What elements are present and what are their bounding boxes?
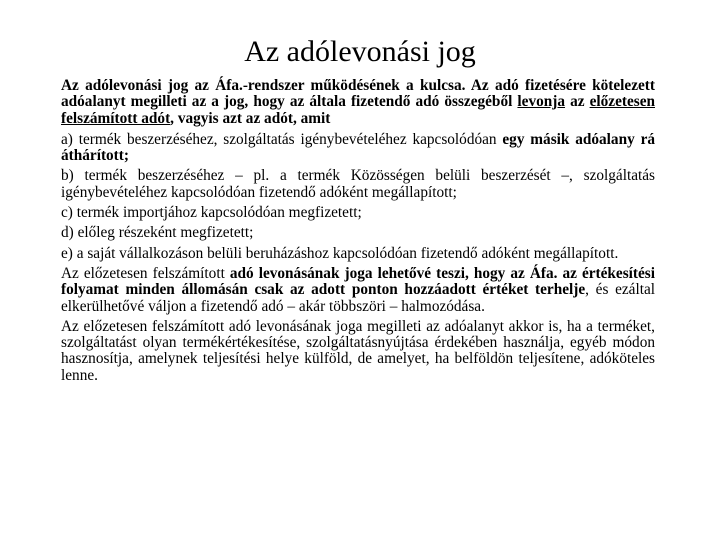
text-run: , vagyis azt az adót, amit	[170, 109, 331, 127]
text-run: a) termék beszerzéséhez, szolgáltatás igénybevételéhez kapcsolódóan	[61, 130, 503, 148]
text-run: egy másik adóalany rá áthárított;	[61, 130, 656, 165]
list-item-b	[61, 168, 655, 201]
list-item-c	[61, 205, 655, 221]
intro-paragraph	[61, 78, 655, 127]
list-item-e	[61, 246, 655, 262]
text-run: Az előzetesen felszámított	[61, 264, 230, 282]
text-run: e) a saját vállalkozáson belüli beruházáshoz kapcsolódóan fizetendő adóként megállapított.	[61, 244, 619, 262]
text-run: c) termék importjához kapcsolódóan megfizetett;	[61, 204, 362, 222]
text-run: d) előleg részeként megfizetett;	[61, 224, 254, 242]
text-run: Az előzetesen felszámított adó levonásának joga megilleti az adóalanyt akkor is, ha a terméket, szolgáltatást olyan termékértékesítése, szolgáltatásnyújtása érdekében használja, egyéb módon hasznosítja, amelynek teljesítési helye külföld, de amelyet, ha belföldön teljesítene, adóköteles lenne.	[61, 317, 655, 384]
text-run: levonja	[517, 93, 566, 111]
purpose-paragraph	[61, 266, 655, 315]
text-run: Az adólevonási jog az Áfa.-rendszer működésének a kulcsa. Az adó fizetésére kötelezett adóalanyt megilleti az a jog, hogy az általa fizetendő adó összegéből	[61, 77, 655, 111]
slide-body	[61, 78, 655, 388]
list-item-a	[61, 132, 655, 165]
list-item-d	[61, 225, 655, 241]
text-run: adó levonásának joga lehetővé teszi, hogy az Áfa. az értékesítési folyamat minden állomásán csak az adott ponton hozzáadott értéket terhelje	[61, 264, 655, 299]
foreign-supply-paragraph	[61, 319, 655, 384]
text-run: b) termék beszerzéséhez – pl. a termék Közösségen belüli beszerzését –, szolgáltatás igénybevételéhez kapcsolódóan fizetendő adóként megállapított;	[61, 167, 655, 201]
slide-title: Az adólevonási jog	[244, 35, 476, 68]
text-run: , és ezáltal elkerülhetővé váljon a fizetendő adó – akár többszöri – halmozódása.	[61, 281, 655, 315]
text-run: az	[565, 93, 590, 111]
text-run: előzetesen felszámított adót	[61, 93, 655, 127]
